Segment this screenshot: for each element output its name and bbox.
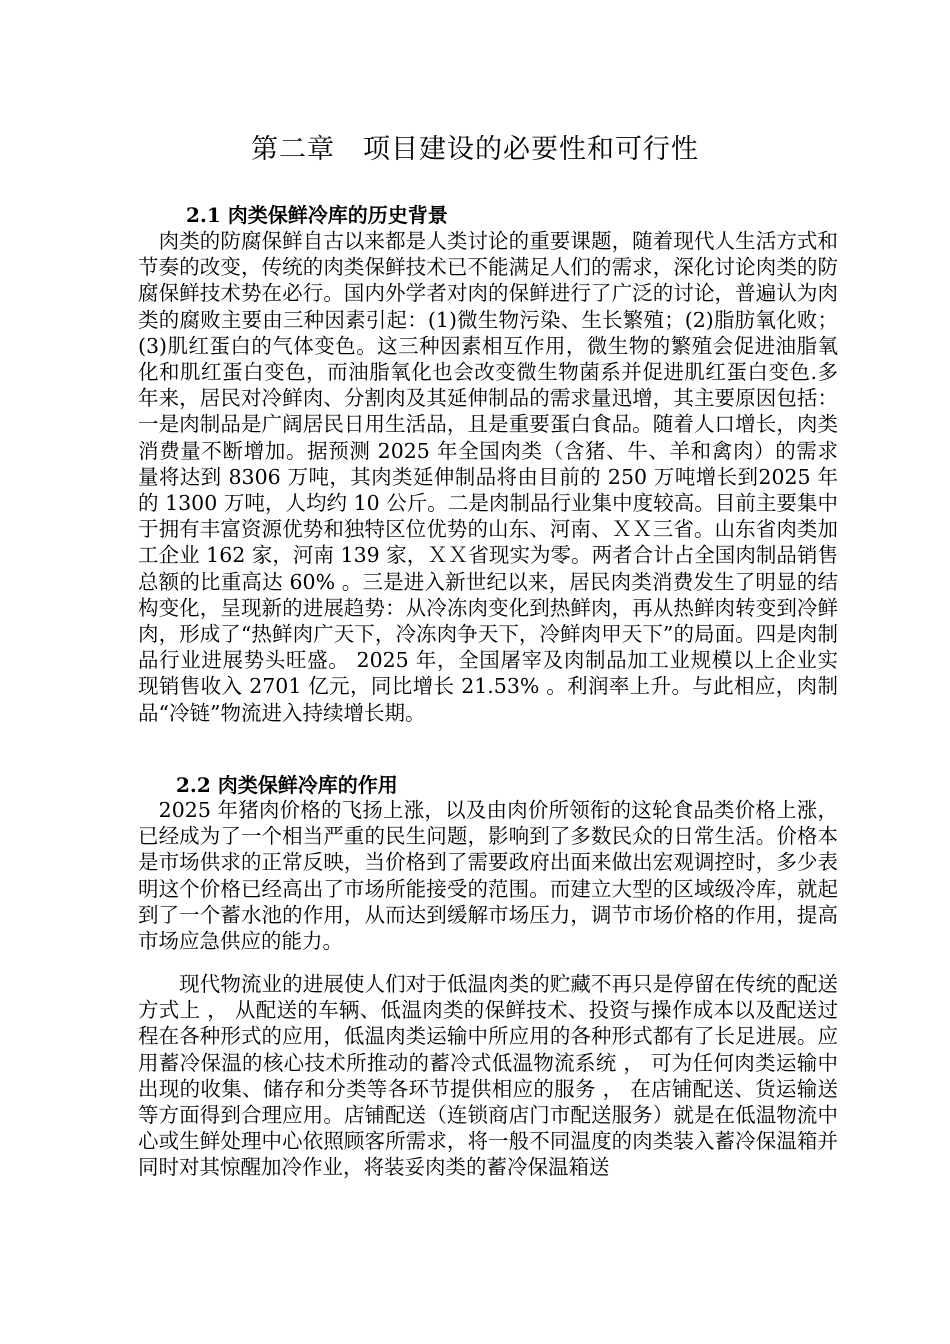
section-heading-2-1: 2.1 肉类保鲜冷库的历史背景	[186, 203, 448, 227]
section-2-1-paragraph: 肉类的防腐保鲜自古以来都是人类讨论的重要课题，随着现代人生活方式和节奏的改变，传统的肉类保鲜技术已不能满足人们的需求，深化讨论肉类的防腐保鲜技术势在必行。国内外学者对肉的保鲜进行了广泛的讨论，普遍认为肉类的腐败主要由三种因素引起：(1)微生物污染、生长繁殖；(2)脂肪氧化败；(3)肌红蛋白的气体变色。这三种因素相互作用，微生物的繁殖会促进油脂氧化和肌红蛋白变色，而油脂氧化也会改变微生物菌系并促进肌红蛋白变色.多年来，居民对冷鲜肉、分割肉及其延伸制品的需求量迅增，其主要原因包括：一是肉制品是广阔居民日用生活品，且是重要蛋白食品。随着人口增长，肉类消费量不断增加。据预测 2025 年全国肉类（含猪、牛、羊和禽肉）的需求量将达到 8306 万吨，其肉类延伸制品将由目前的 250 万吨增长到2025 年的 1300 万吨，人均约 10 公斤。二是肉制品行业集中度较高。目前主要集中于拥有丰富资源优势和独特区位优势的山东、河南、ＸＸ三省。山东省肉类加工企业 162 家，河南 139 家，ＸＸ省现实为零。两者合计占全国肉制品销售总额的比重高达 60% 。三是进入新世纪以来，居民肉类消费发生了明显的结构变化，呈现新的进展趋势：从冷冻肉变化到热鲜肉，再从热鲜肉转变到冷鲜肉，形成了“热鲜肉广天下，冷冻肉争天下，冷鲜肉甲天下”的局面。四是肉制品行业进展势头旺盛。 2025 年，全国屠宰及肉制品加工业规模以上企业实现销售收入 2701 亿元，同比增长 21.53% 。利润率上升。与此相应，肉制品“冷链”物流进入持续增长期。	[138, 229, 838, 725]
chapter-title: 第二章 项目建设的必要性和可行性	[251, 134, 699, 165]
section-2-2-paragraph-2: 现代物流业的进展使人们对于低温肉类的贮藏不再只是停留在传统的配送方式上 ， 从配送的车辆、低温肉类的保鲜技术、投资与操作成本以及配送过程在各种形式的应用，低温肉类运输中所应用的各种形式都有了长足进展。应用蓄冷保温的核心技术所推动的蓄冷式低温物流系统 ， 可为任何肉类运输中出现的收集、储存和分类等各环节提供相应的服务 ， 在店铺配送、货运输送等方面得到合理应用。店铺配送（连锁商店门市配送服务）就是在低温物流中心或生鲜处理中心依照顾客所需求，将一般不同温度的肉类装入蓄冷保温箱并同时对其惊醒加冷作业，将装妥肉类的蓄冷保温箱送	[138, 972, 838, 1180]
section-2-2-paragraph-1: 2025 年猪肉价格的飞扬上涨，以及由肉价所领衔的这轮食品类价格上涨，已经成为了一个相当严重的民生问题，影响到了多数民众的日常生活。价格本是市场供求的正常反映，当价格到了需要政府出面来做出宏观调控时，多少表明这个价格已经高出了市场所能接受的范围。而建立大型的区域级冷库，就起到了一个蓄水池的作用，从而达到缓解市场压力，调节市场价格的作用，提高市场应急供应的能力。	[138, 798, 838, 954]
section-heading-2-2: 2.2 肉类保鲜冷库的作用	[176, 773, 398, 797]
